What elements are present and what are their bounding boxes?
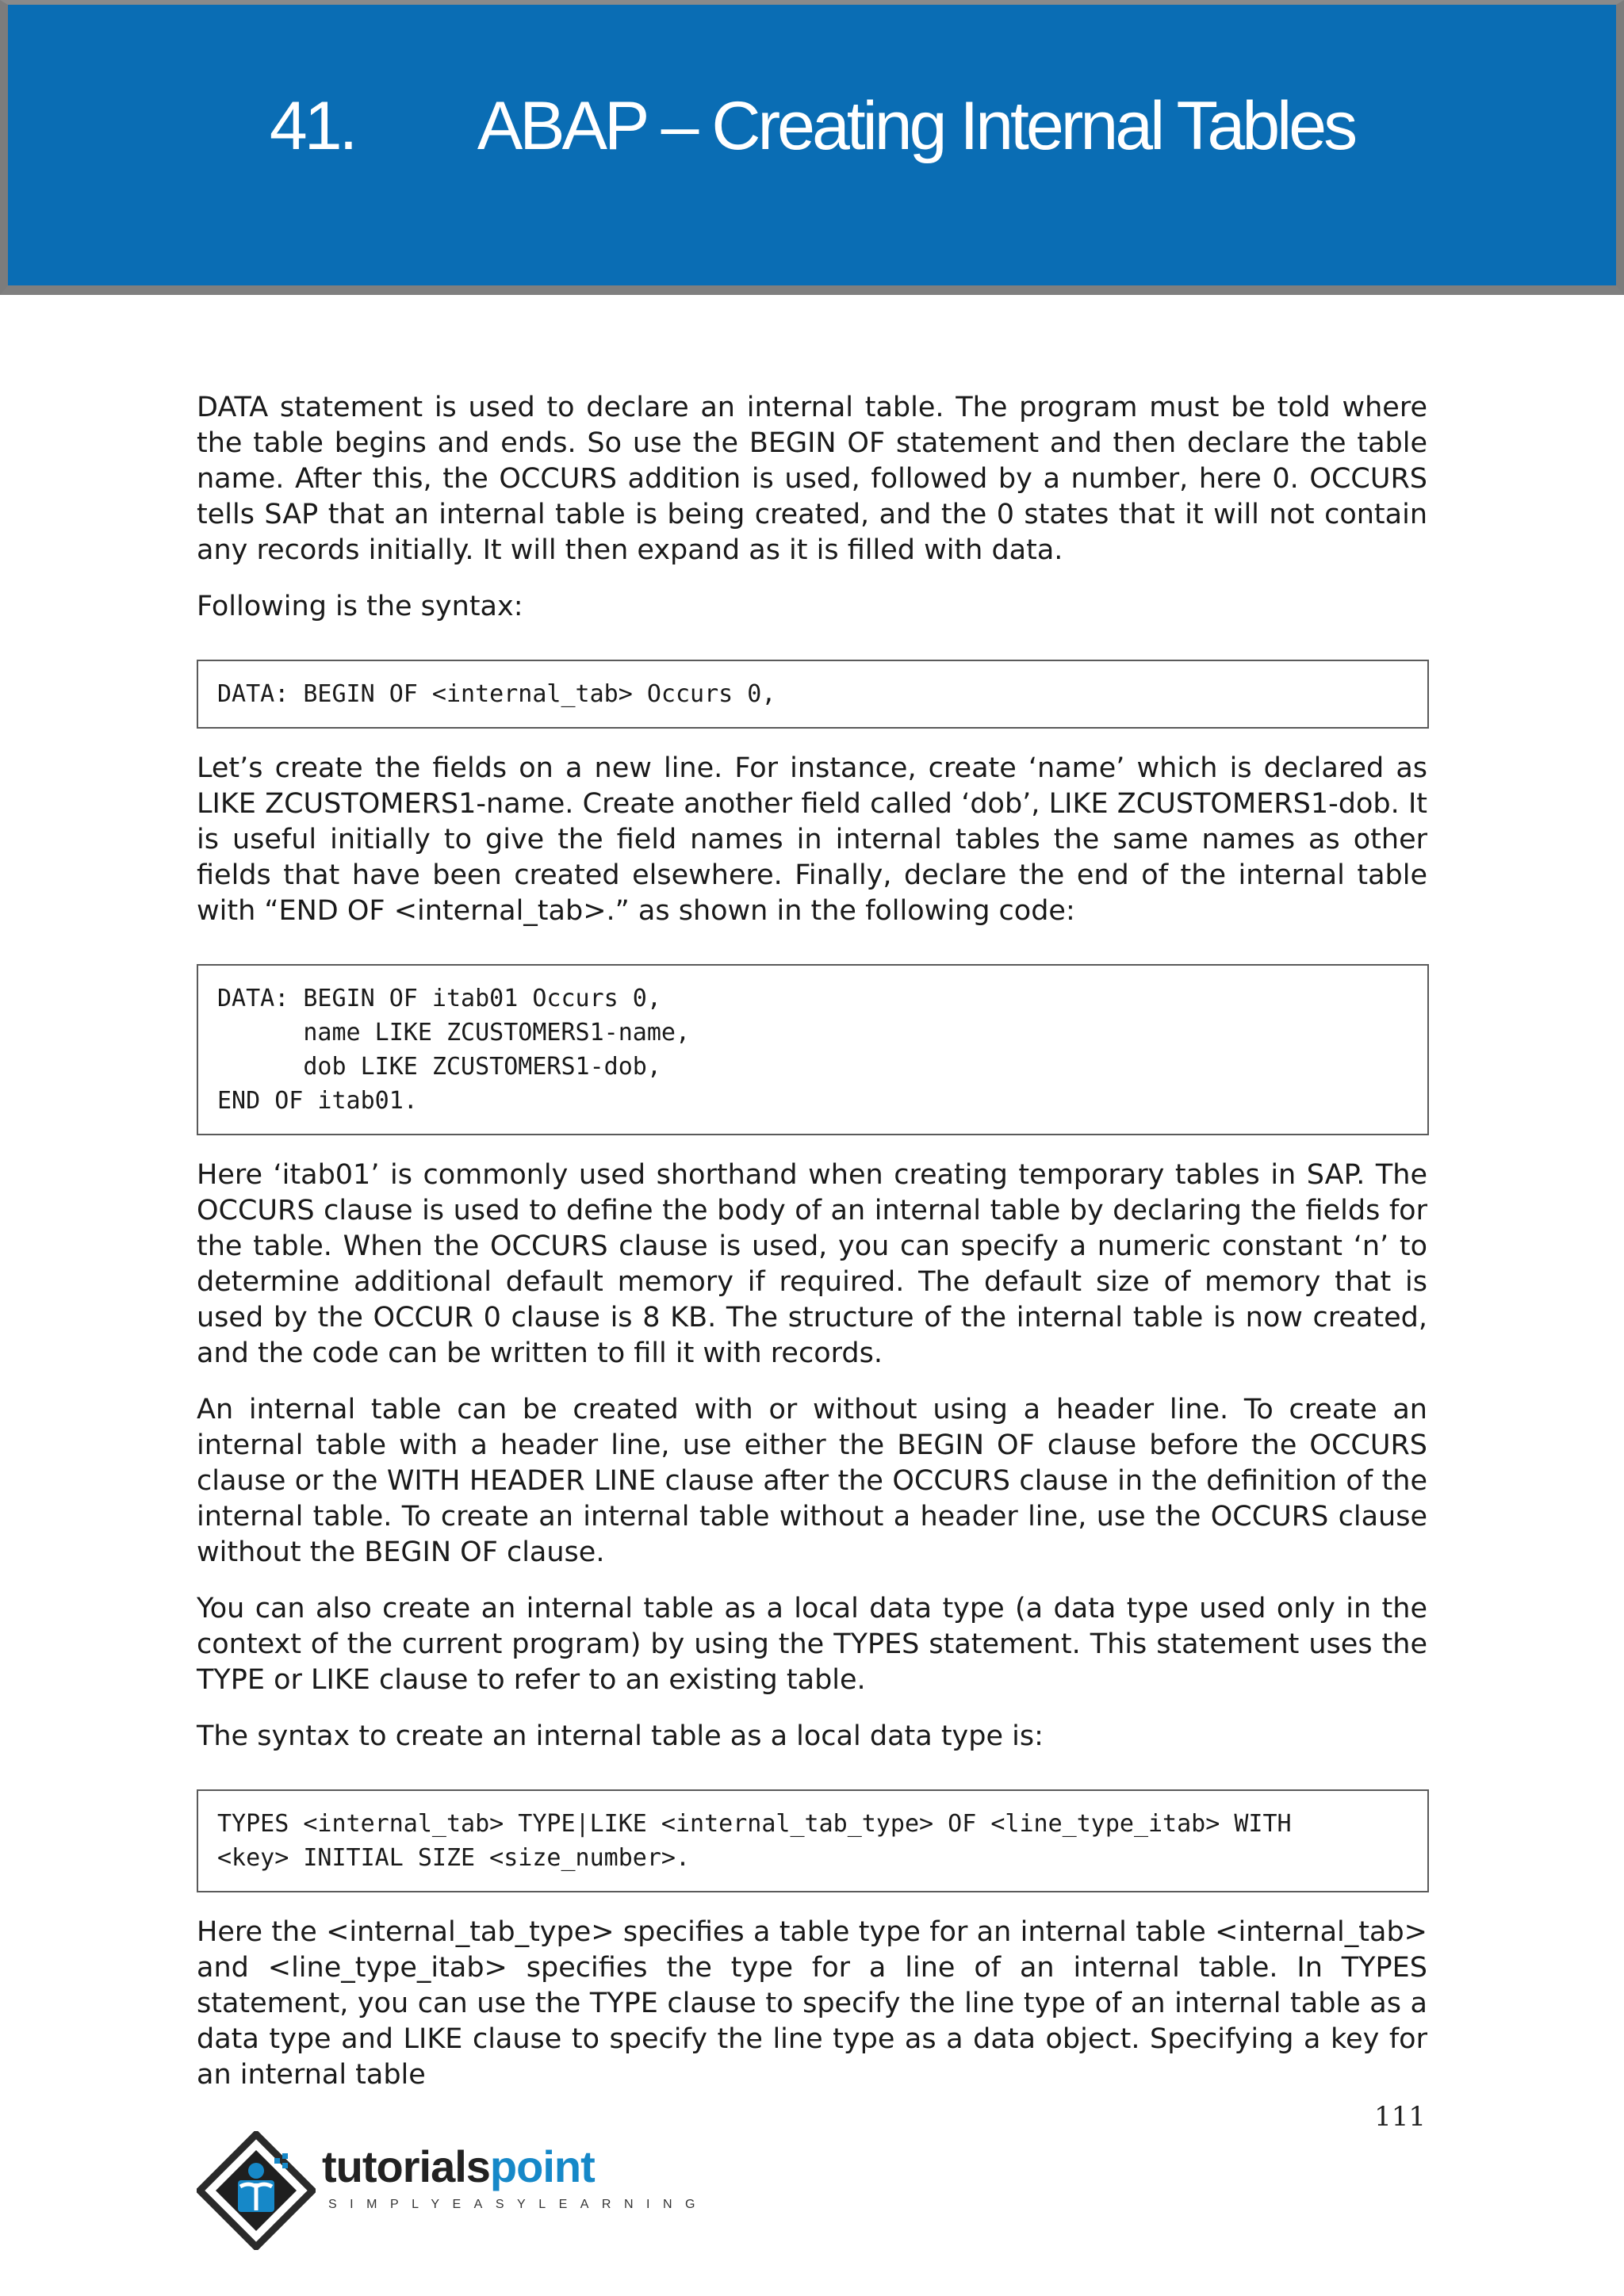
paragraph-create-fields: Let’s create the fields on a new line. For instance, create ‘name’ which is declared as LIKE ZCUSTOMERS1-name. Create another field called ‘dob’, LIKE ZCUSTOMERS1-dob. It is useful initially to give the field names in internal tables the same names as other fields that have been created elsewhere. Finally, declare the end of the internal table with “END OF <internal_tab>.” as shown in the following code: xyxy=(197,752,1427,927)
logo-wordmark: tutorialspoint xyxy=(322,2141,595,2191)
tutorialspoint-logo xyxy=(197,2131,708,2253)
page-content xyxy=(197,390,1427,2114)
logo-diamond-icon xyxy=(197,2131,316,2250)
chapter-title xyxy=(8,87,1616,166)
paragraph-itab01-explanation: Here ‘itab01’ is commonly used shorthand when creating temporary tables in SAP. The OCCURS clause is used to define the body of an internal table by declaring the fields for the table. When the OCCURS clause is used, you can specify a numeric constant ‘n’ to determine additional default memory if required. The default size of memory that is used by the OCCUR 0 clause is 8 KB. The structure of the internal table is now created, and the code can be written to fill it with records. xyxy=(197,1159,1427,1369)
code-block-types: TYPES <internal_tab> TYPE|LIKE <internal_tab_type> OF <line_type_itab> WITH <key> INITIAL SIZE <size_number>. xyxy=(197,1789,1429,1892)
logo-tagline: SIMPLYEASYLEARNING xyxy=(328,2198,708,2211)
chapter-title-text: ABAP – Creating Internal Tables xyxy=(477,88,1355,164)
paragraph-syntax-intro: Following is the syntax: xyxy=(197,591,523,622)
code-block-itab01: DATA: BEGIN OF itab01 Occurs 0, name LIKE ZCUSTOMERS1-name, dob LIKE ZCUSTOMERS1-dob, END OF itab01. xyxy=(197,964,1429,1135)
paragraph-local-data-type: You can also create an internal table as a local data type (a data type used only in the context of the current program) by using the TYPES statement. This statement uses the TYPE or LIKE clause to refer to an existing table. xyxy=(197,1593,1427,1696)
paragraph-types-explanation: Here the <internal_tab_type> specifies a table type for an internal table <internal_tab> and <line_type_itab> specifies the type for a line of an internal table. In TYPES statement, you can use the TYPE clause to specify the line type of an internal table as a data type and LIKE clause to specify the line type as a data object. Specifying a key for an internal table xyxy=(197,1916,1427,2091)
paragraph-data-statement: DATA statement is used to declare an internal table. The program must be told where the table begins and ends. So use the BEGIN OF statement and then declare the table name. After this, the OCCURS addition is used, followed by a number, here 0. OCCURS tells SAP that an internal table is being created, and the 0 states that it will not contain any records initially. It will then expand as it is filled with data. xyxy=(197,392,1427,566)
chapter-number: 41. xyxy=(269,88,355,164)
page-number: 111 xyxy=(1374,2101,1426,2133)
code-block-syntax: DATA: BEGIN OF <internal_tab> Occurs 0, xyxy=(197,660,1429,729)
paragraph-types-syntax-intro: The syntax to create an internal table as a local data type is: xyxy=(197,1720,1044,1752)
paragraph-header-line: An internal table can be created with or without using a header line. To create an internal table with a header line, use either the BEGIN OF clause before the OCCURS clause or the WITH HEADER LINE clause after the OCCURS clause in the definition of the internal table. To create an internal table without a header line, use the OCCURS clause without the BEGIN OF clause. xyxy=(197,1394,1427,1568)
chapter-header-banner xyxy=(0,0,1624,295)
